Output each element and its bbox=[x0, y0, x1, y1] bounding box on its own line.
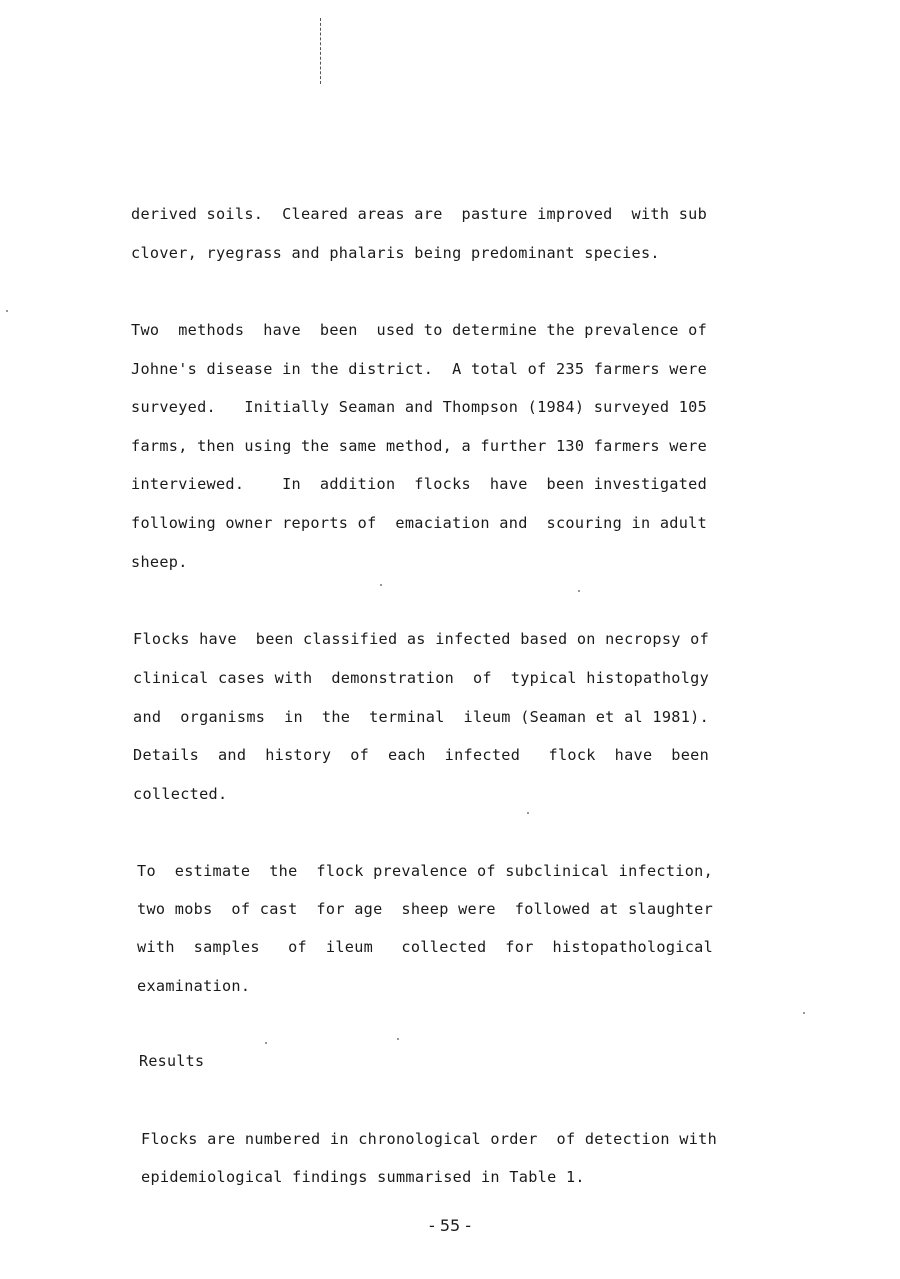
scan-speck bbox=[527, 812, 529, 814]
paragraph-line: two mobs of cast for age sheep were followed at slaughter bbox=[137, 900, 714, 918]
margin-mark bbox=[320, 18, 322, 84]
paragraph-line: and organisms in the terminal ileum (Seaman et al 1981). bbox=[133, 708, 710, 726]
paragraph-line: Details and history of each infected flock have been bbox=[133, 746, 710, 764]
paragraph-line: clinical cases with demonstration of typical histopatholgy bbox=[133, 669, 710, 687]
paragraph-line: examination. bbox=[137, 977, 251, 995]
scan-speck bbox=[397, 1038, 399, 1040]
results-heading: Results bbox=[139, 1052, 205, 1070]
paragraph-line: following owner reports of emaciation and scouring in adult bbox=[131, 514, 708, 532]
scan-speck bbox=[803, 1012, 805, 1014]
paragraph-line: interviewed. In addition flocks have been investigated bbox=[131, 475, 708, 493]
scan-speck bbox=[578, 590, 580, 592]
paragraph-line: Flocks have been classified as infected based on necropsy of bbox=[133, 630, 710, 648]
paragraph-line: with samples of ileum collected for histopathological bbox=[137, 938, 714, 956]
paragraph-line: sheep. bbox=[131, 553, 188, 571]
paragraph-line: To estimate the flock prevalence of subclinical infection, bbox=[137, 862, 714, 880]
paragraph-line: collected. bbox=[133, 785, 228, 803]
paragraph-line: Flocks are numbered in chronological order of detection with bbox=[141, 1130, 718, 1148]
scan-speck bbox=[380, 584, 382, 586]
paragraph-line: Johne's disease in the district. A total of 235 farmers were bbox=[131, 360, 708, 378]
paragraph-line: epidemiological findings summarised in Table 1. bbox=[141, 1168, 585, 1186]
scan-speck bbox=[6, 310, 8, 312]
paragraph-line: clover, ryegrass and phalaris being predominant species. bbox=[131, 244, 660, 262]
page-number: - 55 - bbox=[428, 1216, 472, 1235]
scan-speck bbox=[265, 1042, 267, 1044]
paragraph-line: farms, then using the same method, a further 130 farmers were bbox=[131, 437, 708, 455]
paragraph-line: surveyed. Initially Seaman and Thompson (1984) surveyed 105 bbox=[131, 398, 708, 416]
paragraph-line: derived soils. Cleared areas are pasture improved with sub bbox=[131, 205, 708, 223]
paragraph-line: Two methods have been used to determine the prevalence of bbox=[131, 321, 708, 339]
